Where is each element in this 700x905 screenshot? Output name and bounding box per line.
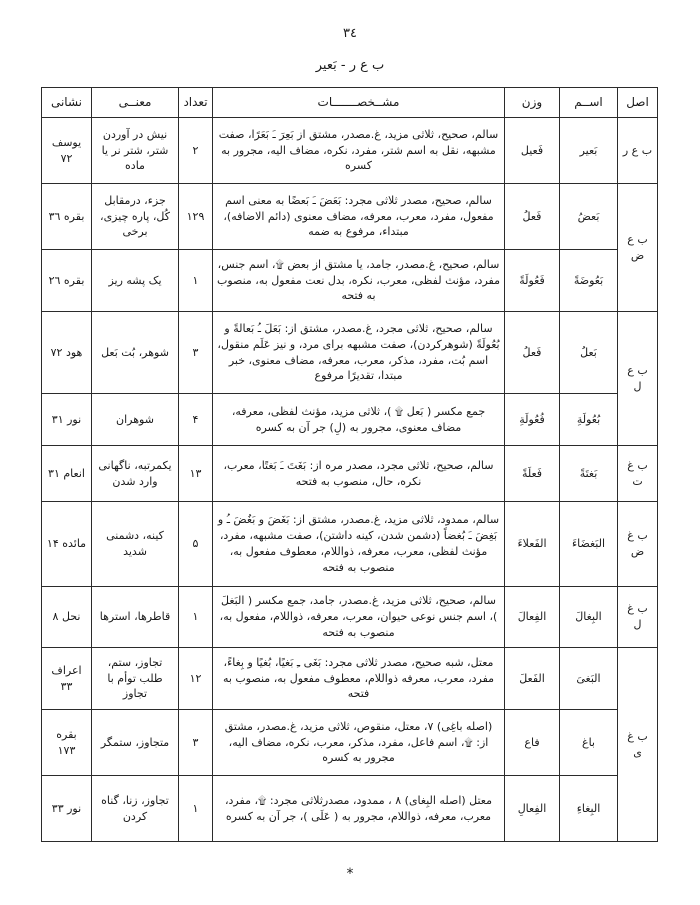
- cell-pattern: فَعلُ: [505, 184, 560, 250]
- cell-pattern: الفَعلاءَ: [505, 502, 560, 587]
- cell-reference: بقره ٣٦: [42, 184, 92, 250]
- cell-features: سالم، صحیح، ثلاثی مجرد، غ.مصدر، مشتق از: بَعَلَ ـُ بَعالةً و بُعُولَةً (شوهرکردن)، صفت مشبهه برای مرد، و نیز عَلَم منقول، اسم بُت، مفرد، مذکر، معرب، معرفه، مضاف معنوی، خبر مبتدا، تقدیرًا مرفوع: [213, 312, 505, 394]
- cell-count: ١: [179, 776, 213, 842]
- cell-meaning: کینه، دشمنی شدید: [92, 502, 179, 587]
- cell-noun: البَغیَ: [560, 648, 618, 710]
- cell-features: سالم، ممدود، ثلاثی مزید، غ.مصدر، مشتق از: بَغَضَ و بَغُضَ ـُ و بَغِضَ ـَ بُغضاً (دشمن شدن، کینه داشتن)، صفت مشبهه، مفرد، مؤنث لفظی، معرب، معرفه، ذواللام، معطوف مفعول به، منصوب به فتحه: [213, 502, 505, 587]
- column-header-meaning: معنــى: [92, 88, 179, 118]
- column-header-reference: نشانى: [42, 88, 92, 118]
- cell-meaning: جزء، درمقابل کُل، پاره چیزی، برخی: [92, 184, 179, 250]
- cell-count: ١٢٩: [179, 184, 213, 250]
- table-row: [42, 312, 658, 394]
- table-row: [42, 394, 658, 446]
- cell-noun: بَعلُ: [560, 312, 618, 394]
- cell-meaning: قاطرها، استرها: [92, 587, 179, 648]
- cell-features: سالم، صحیح، ثلاثی مزید، غ.مصدر، جامد، جمع مکسر ( البَغلَ )، اسم جنس نوعی حیوان، معرب، معرفه، ذواللام، مفعول به، منصوب به فتحه: [213, 587, 505, 648]
- table-row: [42, 250, 658, 312]
- column-header-root: اصل: [618, 88, 658, 118]
- cell-reference: بقره ٢٦: [42, 250, 92, 312]
- cell-reference: نور ٣٣: [42, 776, 92, 842]
- cell-meaning: شوهران: [92, 394, 179, 446]
- table-row: [42, 118, 658, 184]
- cell-count: ٣: [179, 312, 213, 394]
- cell-features: سالم، صحیح، ثلاثی مزید، غ.مصدر، مشتق از بَعِرَ ـَ بَعَرًا، صفت مشبهه، نقل به اسم شتر، مفرد، نکره، مضاف الیه، مجرور به کسره: [213, 118, 505, 184]
- cell-count: ١٢: [179, 648, 213, 710]
- cell-pattern: فَعلَةً: [505, 446, 560, 502]
- cell-features: سالم، صحیح، مصدر ثلاثی مجرد: بَعَضَ ـَ بَعضًا به معنی اسم مفعول، مفرد، معرب، معرفه، مضاف معنوی (دائم الاضافه)، مبتداء، مرفوع به ضمه: [213, 184, 505, 250]
- cell-noun: بَعُوضَةً: [560, 250, 618, 312]
- cell-noun: البِغالَ: [560, 587, 618, 648]
- cell-noun: بَغتَةً: [560, 446, 618, 502]
- cell-count: ٢: [179, 118, 213, 184]
- cell-reference: نور ٣١: [42, 394, 92, 446]
- cell-root: ب ع ل: [618, 312, 658, 446]
- column-header-pattern: وزن: [505, 88, 560, 118]
- cell-root: ب غ ت: [618, 446, 658, 502]
- cell-pattern: فُعُولَةِ: [505, 394, 560, 446]
- table-row: [42, 776, 658, 842]
- cell-meaning: یک پشه ریز: [92, 250, 179, 312]
- cell-meaning: تجاوز، زنا، گناه کردن: [92, 776, 179, 842]
- cell-reference: مائده ١۴: [42, 502, 92, 587]
- table-row: [42, 648, 658, 710]
- table-row: [42, 446, 658, 502]
- cell-noun: البَغضَاءَ: [560, 502, 618, 587]
- cell-pattern: الفَعلَ: [505, 648, 560, 710]
- cell-count: ٣: [179, 710, 213, 776]
- cell-pattern: فَعلُ: [505, 312, 560, 394]
- table-row: [42, 587, 658, 648]
- cell-noun: بُعُولَةِ: [560, 394, 618, 446]
- column-header-count: تعداد: [179, 88, 213, 118]
- cell-root: ب غ ی: [618, 648, 658, 842]
- cell-noun: البِغاءِ: [560, 776, 618, 842]
- cell-features: سالم، صحیح، غ.مصدر، جامد، یا مشتق از بعض ۩، اسم جنس، مفرد، مؤنث لفظی، معرب، نکره، بدل نعت مفعول به، منصوب به فتحه: [213, 250, 505, 312]
- cell-reference: انعام ٣١: [42, 446, 92, 502]
- cell-pattern: فَعيل: [505, 118, 560, 184]
- cell-meaning: یکمرتبه، ناگهانی وارد شدن: [92, 446, 179, 502]
- cell-pattern: الفِعالَ: [505, 587, 560, 648]
- cell-features: معتل (اصله البِغای) ٨ ، ممدود، مصدرثلاثی مجرد: ۩، مفرد، معرب، معرفه، ذواللام، مجرور به ( عَلَى )، جر آن به کسره: [213, 776, 505, 842]
- cell-reference: اعراف ٣٣: [42, 648, 92, 710]
- column-header-features: مشــخصـــــــات: [213, 88, 505, 118]
- cell-noun: بَعير: [560, 118, 618, 184]
- cell-count: ۵: [179, 502, 213, 587]
- cell-features: سالم، صحیح، ثلاثی مجرد، مصدر مره از: بَغَتَ ـَ بَغتًا، معرب، نکره، حال، منصوب به فتحه: [213, 446, 505, 502]
- cell-meaning: تجاوز، ستم، طلب توأم با تجاوز: [92, 648, 179, 710]
- cell-reference: یوسف ٧٢: [42, 118, 92, 184]
- cell-noun: بَعضُ: [560, 184, 618, 250]
- cell-features: جمع مکسر ( بَعل ۩ )، ثلاثی مزید، مؤنث لفظی، معرفه، مضاف معنوی، مجرور به (لِ) جر آن به کسره: [213, 394, 505, 446]
- page-number: ٣٤: [343, 26, 357, 41]
- cell-pattern: فاع: [505, 710, 560, 776]
- cell-root: ب غ ض: [618, 502, 658, 587]
- table-row: [42, 184, 658, 250]
- cell-count: ١٣: [179, 446, 213, 502]
- cell-meaning: نیش در آوردن شتر، شتر نر یا ماده: [92, 118, 179, 184]
- cell-pattern: فَعُولَةً: [505, 250, 560, 312]
- cell-pattern: الفِعالِ: [505, 776, 560, 842]
- cell-features: (اصله باغِی) ٧، معتل، منقوص، ثلاثی مزید، غ.مصدر، مشتق از: ۩، اسم فاعل، مفرد، مذکر، معرب، نکره، مضاف الیه، مجرور به کسره: [213, 710, 505, 776]
- column-header-noun: اســم: [560, 88, 618, 118]
- cell-noun: باغ: [560, 710, 618, 776]
- cell-root: ب ع ر: [618, 118, 658, 184]
- cell-reference: نحل ٨: [42, 587, 92, 648]
- page-title: ب ع ر - بَعير: [315, 58, 385, 73]
- cell-meaning: شوهر، بُت بَعل: [92, 312, 179, 394]
- table-row: [42, 502, 658, 587]
- lexicon-table: [41, 87, 658, 842]
- cell-count: ۴: [179, 394, 213, 446]
- cell-reference: هود ٧٢: [42, 312, 92, 394]
- cell-meaning: متجاوز، ستمگر: [92, 710, 179, 776]
- footnote-asterisk: *: [346, 866, 354, 882]
- cell-count: ١: [179, 250, 213, 312]
- cell-features: معتل، شبه صحیح، مصدر ثلاثی مجرد: بَغَى ـِ بَغیًا، بُغیًا و بِغاءً، مفرد، معرب، معرفه ذواللام، معطوف مفعول به، منصوب به فتحه: [213, 648, 505, 710]
- table-header-row: [42, 88, 658, 118]
- cell-root: ب ع ض: [618, 184, 658, 312]
- cell-root: ب غ ل: [618, 587, 658, 648]
- cell-count: ١: [179, 587, 213, 648]
- table-row: [42, 710, 658, 776]
- cell-reference: بقره ١٧٣: [42, 710, 92, 776]
